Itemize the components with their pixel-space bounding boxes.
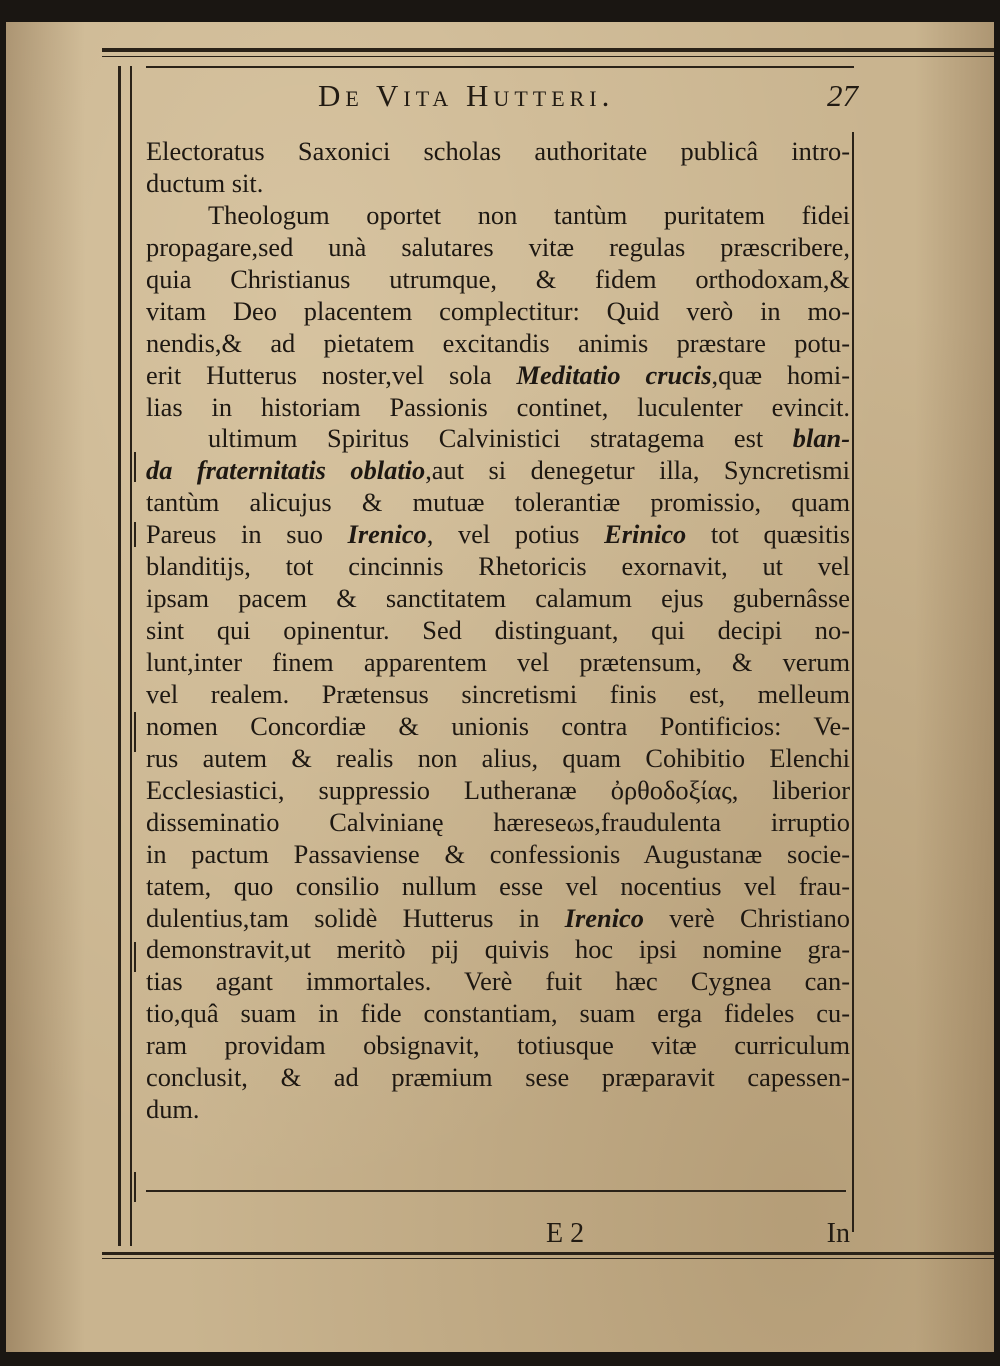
text-line: ipsam pacem & sanctitatem calamum ejus gubernâsse	[146, 583, 850, 614]
page-footer	[146, 1218, 850, 1258]
text-line: nomen Concordiæ & unionis contra Pontificios: Ve-	[146, 710, 850, 741]
text-line: Pareus in suo Irenico, vel potius Erinico tot quæsitis	[146, 519, 850, 550]
text-line: Electoratus Saxonici scholas authoritate publicâ intro-	[146, 136, 850, 166]
text-line: ductum sit.	[146, 167, 264, 198]
text-line: lunt,inter finem apparentem vel prætensum, & verum	[146, 647, 850, 677]
text-line: propagare,sed unà salutares vitæ regulas præscribere,	[146, 231, 850, 262]
bottom-border-rule-thin	[102, 1258, 994, 1259]
text-line: tatem, quo consilio nullum esse vel nocentius vel frau-	[146, 870, 850, 901]
page-number: 27	[827, 78, 858, 113]
text-line: conclusit, & ad præmium sese præparavit capessen-	[146, 1062, 850, 1093]
page-header	[318, 78, 858, 128]
text-line: erit Hutterus noster,vel sola Meditatio crucis,quæ homi-	[146, 359, 851, 390]
text-line: dulentius,tam solidè Hutterus in Irenico verè Christiano	[146, 902, 851, 933]
running-title: De Vita Hutteri.	[318, 78, 615, 113]
text-line: tias agant immortales. Verè fuit hæc Cygnea can-	[146, 966, 850, 997]
text-line: da fraternitatis oblatio,aut si denegetur illa, Syncretismi	[146, 455, 850, 486]
text-line: dum.	[146, 1094, 200, 1125]
text-line: disseminatio Calvinianę hæreseωs,fraudulenta irruptio	[146, 806, 850, 837]
text-line: ultimum Spiritus Calvinistici stratagema est blan-	[208, 423, 850, 454]
header-rule	[146, 66, 854, 68]
body-text	[146, 136, 850, 1126]
top-border-rule-thin	[102, 56, 994, 57]
right-frame-line	[852, 132, 854, 1232]
text-line: vel realem. Prætensus sincretismi finis est, melleum	[146, 678, 850, 709]
text-line: vitam Deo placentem complectitur: Quid verò in mo-	[146, 295, 850, 326]
text-line: rus autem & realis non alius, quam Cohibitio Elenchi	[146, 742, 850, 773]
text-line: nendis,& ad pietatem excitandis animis præstare potu-	[146, 327, 850, 358]
text-line: tantùm alicujus & mutuæ tolerantiæ promissio, quam	[146, 487, 850, 518]
top-border-rule	[102, 48, 994, 52]
margin-tick	[134, 712, 136, 752]
text-line: lias in historiam Passionis continet, luculenter evincit.	[146, 391, 850, 422]
footer-rule	[146, 1190, 846, 1192]
margin-tick	[134, 522, 136, 547]
text-line: demonstravit,ut meritò pij quivis hoc ipsi nomine gra-	[146, 934, 850, 965]
text-line: blanditijs, tot cincinnis Rhetoricis exornavit, ut vel	[146, 551, 850, 582]
margin-tick	[134, 1172, 136, 1202]
text-line: quia Christianus utrumque, & fidem orthodoxam,&	[146, 263, 850, 294]
text-line: ram providam obsignavit, totiusque vitæ curriculum	[146, 1030, 850, 1061]
text-line: Ecclesiastici, suppressio Lutheranæ ὀρθοδοξίας, liberior	[146, 774, 850, 805]
text-line: sint qui opinentur. Sed distinguant, qui decipi no-	[146, 615, 850, 646]
catchword: In	[826, 1218, 850, 1249]
margin-tick	[134, 942, 136, 972]
text-line: tio,quâ suam in fide constantiam, suam erga fideles cu-	[146, 998, 850, 1029]
signature-mark: E 2	[546, 1218, 585, 1249]
book-page	[6, 22, 994, 1352]
text-line: in pactum Passaviense & confessionis Augustanæ socie-	[146, 838, 850, 869]
margin-tick	[134, 452, 136, 482]
text-line: Theologum oportet non tantùm puritatem fidei	[208, 199, 850, 230]
